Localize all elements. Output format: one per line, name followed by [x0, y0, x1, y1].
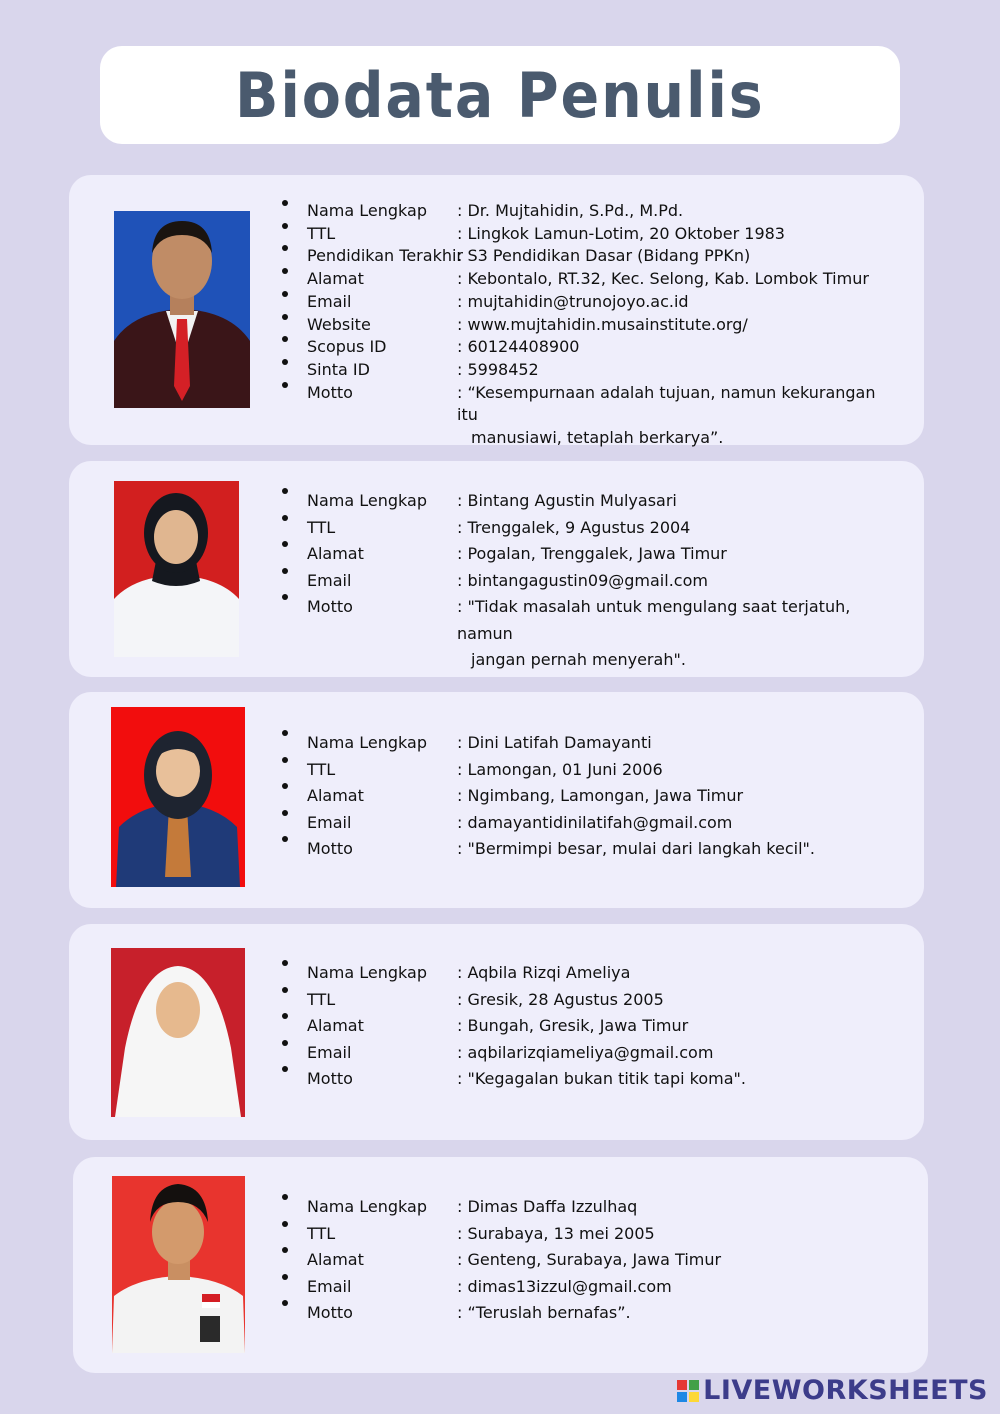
detail-row: TTL : Gresik, 28 Agustus 2005	[279, 987, 877, 1014]
detail-row: TTL : Surabaya, 13 mei 2005	[279, 1221, 877, 1248]
detail-row: Alamat : Pogalan, Trenggalek, Jawa Timur	[279, 541, 877, 568]
detail-row: Email : mujtahidin@trunojoyo.ac.id	[279, 291, 877, 314]
detail-row: Nama Lengkap : Dimas Daffa Izzulhaq	[279, 1194, 877, 1221]
detail-row: Motto : "Kegagalan bukan titik tapi koma".	[279, 1066, 877, 1093]
detail-row: Email : aqbilarizqiameliya@gmail.com	[279, 1040, 877, 1067]
author-photo	[111, 948, 245, 1117]
detail-row: Email : dimas13izzul@gmail.com	[279, 1274, 877, 1301]
detail-row: Alamat : Bungah, Gresik, Jawa Timur	[279, 1013, 877, 1040]
liveworksheets-logo[interactable]	[677, 1375, 988, 1406]
author-photo	[112, 1176, 245, 1353]
detail-row: Pendidikan Terakhir: S3 Pendidikan Dasar (Bidang PPKn)	[279, 245, 877, 268]
brand-label: LIVEWORKSHEETS	[703, 1375, 988, 1406]
detail-row: Scopus ID : 60124408900	[279, 336, 877, 359]
detail-row: Alamat : Genteng, Surabaya, Jawa Timur	[279, 1247, 877, 1274]
detail-row: Website : www.mujtahidin.musainstitute.org/	[279, 314, 877, 337]
detail-row: TTL : Lamongan, 01 Juni 2006	[279, 757, 877, 784]
author-details	[279, 200, 877, 450]
author-photo	[111, 707, 245, 887]
author-details	[279, 730, 877, 863]
detail-row: Sinta ID : 5998452	[279, 359, 877, 382]
author-photo	[114, 211, 250, 408]
page-title: Biodata Penulis	[235, 58, 765, 132]
author-details	[279, 960, 877, 1093]
detail-row: Nama Lengkap : Aqbila Rizqi Ameliya	[279, 960, 877, 987]
detail-row: Alamat : Ngimbang, Lamongan, Jawa Timur	[279, 783, 877, 810]
logo-icon	[677, 1380, 699, 1402]
detail-row: Motto : “Kesempurnaan adalah tujuan, namun kekurangan itu manusiawi, tetaplah berkarya”.	[279, 382, 877, 450]
detail-row: Email : bintangagustin09@gmail.com	[279, 568, 877, 595]
title-banner	[100, 46, 900, 144]
detail-row: Nama Lengkap : Bintang Agustin Mulyasari	[279, 488, 877, 515]
detail-row: TTL : Lingkok Lamun-Lotim, 20 Oktober 1983	[279, 223, 877, 246]
detail-row: Motto : “Teruslah bernafas”.	[279, 1300, 877, 1327]
detail-row: TTL : Trenggalek, 9 Agustus 2004	[279, 515, 877, 542]
detail-row: Email : damayantidinilatifah@gmail.com	[279, 810, 877, 837]
detail-row: Alamat : Kebontalo, RT.32, Kec. Selong, Kab. Lombok Timur	[279, 268, 877, 291]
author-photo	[114, 481, 239, 657]
detail-row: Nama Lengkap : Dr. Mujtahidin, S.Pd., M.Pd.	[279, 200, 877, 223]
detail-row: Motto : "Tidak masalah untuk mengulang saat terjatuh, namun jangan pernah menyerah".	[279, 594, 877, 674]
author-details	[279, 488, 877, 674]
detail-row: Nama Lengkap : Dini Latifah Damayanti	[279, 730, 877, 757]
author-details	[279, 1194, 877, 1327]
detail-row: Motto : "Bermimpi besar, mulai dari langkah kecil".	[279, 836, 877, 863]
